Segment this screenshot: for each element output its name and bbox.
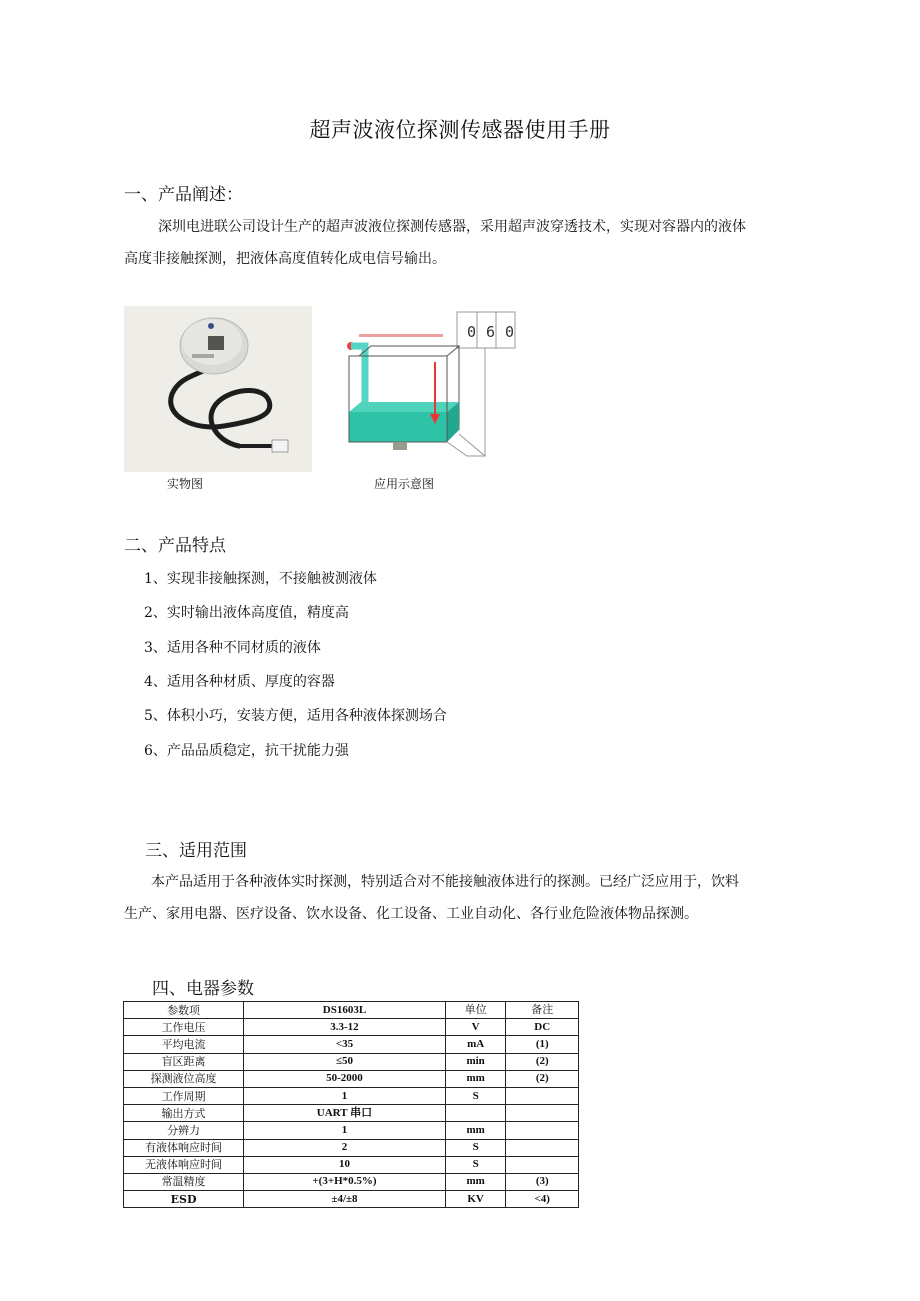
table-cell: <4) [506, 1191, 579, 1208]
table-cell: 无液体响应时间 [124, 1156, 244, 1173]
table-cell: 1 [244, 1087, 446, 1104]
table-cell: 2 [244, 1139, 446, 1156]
feature-item: 3、适用各种不同材质的液体 [144, 640, 321, 656]
overview-paragraph-line1: 深圳电进联公司设计生产的超声波液位探测传感器，采用超声波穿透技术，实现对容器内的液体 [158, 219, 746, 235]
table-row [124, 1053, 579, 1070]
table-cell: 探测液位高度 [124, 1070, 244, 1087]
feature-item: 4、适用各种材质、厚度的容器 [144, 674, 335, 690]
table-cell: 输出方式 [124, 1105, 244, 1122]
table-cell: mm [445, 1122, 506, 1139]
sensor-photo-image [124, 306, 312, 472]
table-header-cell: 参数项 [124, 1002, 244, 1019]
section-heading-params: 四、电器参数 [152, 979, 254, 999]
table-cell: 50-2000 [244, 1070, 446, 1087]
table-cell [506, 1156, 579, 1173]
table-row [124, 1122, 579, 1139]
table-cell: <35 [244, 1036, 446, 1053]
table-row [124, 1173, 579, 1190]
diagram-caption: 应用示意图 [374, 477, 435, 491]
table-row [124, 1139, 579, 1156]
table-header-cell: DS1603L [244, 1002, 446, 1019]
section-heading-features: 二、产品特点 [124, 536, 226, 556]
table-cell: DC [506, 1019, 579, 1036]
table-row [124, 1087, 579, 1104]
display-digit-1: 0 [467, 323, 477, 341]
page-title: 超声波液位探测传感器使用手册 [309, 118, 611, 142]
table-cell: mm [445, 1070, 506, 1087]
table-row [124, 1070, 579, 1087]
section-heading-overview: 一、产品阐述： [124, 185, 243, 205]
table-cell: 工作电压 [124, 1019, 244, 1036]
parameter-table [123, 1001, 579, 1208]
table-cell: (3) [506, 1173, 579, 1190]
feature-item: 1、实现非接触探测，不接触被测液体 [144, 571, 377, 587]
table-cell: ±4/±8 [244, 1191, 446, 1208]
tank-diagram [335, 310, 517, 460]
table-cell: ≤50 [244, 1053, 446, 1070]
table-cell: mm [445, 1173, 506, 1190]
table-row [124, 1156, 579, 1173]
feature-item: 2、实时输出液体高度值，精度高 [144, 605, 349, 621]
feature-item: 5、体积小巧，安装方便，适用各种液体探测场合 [144, 708, 447, 724]
table-header-cell: 单位 [445, 1002, 506, 1019]
table-row [124, 1105, 579, 1122]
photo-caption: 实物图 [167, 477, 204, 491]
table-cell: ESD [124, 1191, 244, 1208]
table-cell: 盲区距离 [124, 1053, 244, 1070]
scope-paragraph-line2: 生产、家用电器、医疗设备、饮水设备、化工设备、工业自动化、各行业危险液体物品探测。 [124, 906, 698, 922]
application-diagram [335, 310, 517, 460]
display-digit-2: 6 [486, 323, 496, 341]
overview-paragraph-line2: 高度非接触探测，把液体高度值转化成电信号输出。 [124, 251, 446, 267]
table-header-row [124, 1002, 579, 1019]
table-cell: 10 [244, 1156, 446, 1173]
table-cell: (2) [506, 1053, 579, 1070]
table-cell: KV [445, 1191, 506, 1208]
table-cell [506, 1139, 579, 1156]
product-photo [124, 306, 312, 472]
feature-item: 6、产品品质稳定，抗干扰能力强 [144, 743, 349, 759]
table-cell [506, 1087, 579, 1104]
scope-paragraph-line1: 本产品适用于各种液体实时探测，特别适合对不能接触液体进行的探测。已经广泛应用于，饮料 [151, 874, 739, 890]
table-cell: 1 [244, 1122, 446, 1139]
section-heading-scope: 三、适用范围 [145, 841, 247, 861]
table-row [124, 1036, 579, 1053]
table-cell: S [445, 1139, 506, 1156]
table-cell: 平均电流 [124, 1036, 244, 1053]
table-cell: V [445, 1019, 506, 1036]
table-cell: UART 串口 [244, 1105, 446, 1122]
table-cell: (1) [506, 1036, 579, 1053]
table-cell: min [445, 1053, 506, 1070]
table-cell: S [445, 1087, 506, 1104]
table-cell: +(3+H*0.5%) [244, 1173, 446, 1190]
table-cell [506, 1122, 579, 1139]
table-cell: (2) [506, 1070, 579, 1087]
table-cell: S [445, 1156, 506, 1173]
display-digit-3: 0 [505, 323, 515, 341]
table-cell [445, 1105, 506, 1122]
table-row [124, 1019, 579, 1036]
table-cell: 3.3-12 [244, 1019, 446, 1036]
table-header-cell: 备注 [506, 1002, 579, 1019]
table-cell: 分辨力 [124, 1122, 244, 1139]
table-cell: 常温精度 [124, 1173, 244, 1190]
table-cell: 有液体响应时间 [124, 1139, 244, 1156]
table-row [124, 1191, 579, 1208]
table-cell: mA [445, 1036, 506, 1053]
table-cell: 工作周期 [124, 1087, 244, 1104]
table-cell [506, 1105, 579, 1122]
